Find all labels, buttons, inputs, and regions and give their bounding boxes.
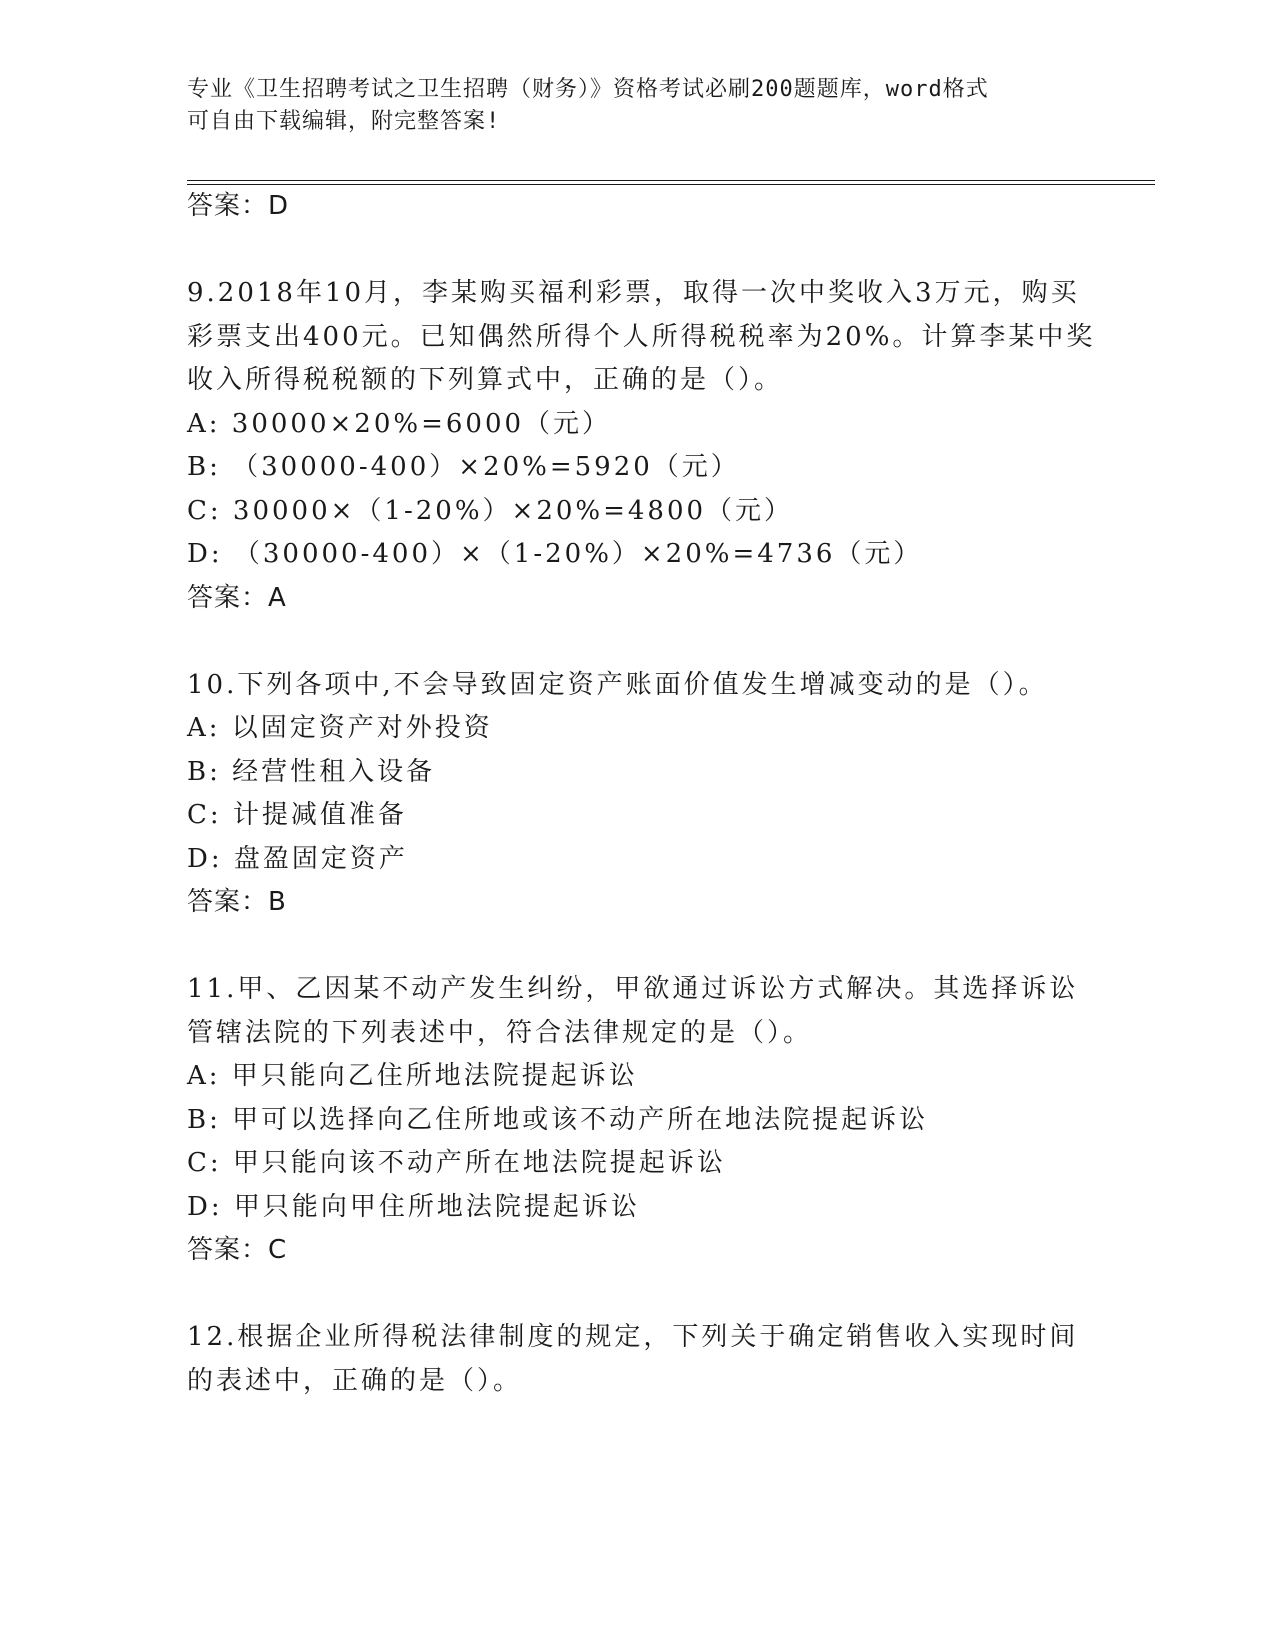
option-d: D: （30000-400）×（1-20%）×20%=4736（元） [187,539,923,569]
question-stem-line: 的表述中，正确的是（）。 [187,1366,523,1396]
option-b: B: 经营性租入设备 [187,757,436,787]
question-stem-line: 10.下列各项中,不会导致固定资产账面价值发生增减变动的是（）。 [187,670,1048,700]
option-a: A: 30000×20%=6000（元） [187,409,612,439]
header-line-2: 可自由下载编辑，附完整答案! [187,109,501,134]
answer-label: 答案：B [187,887,287,917]
question-stem-line: 管辖法院的下列表述中，符合法律规定的是（）。 [187,1018,813,1048]
question-stem-line: 11.甲、乙因某不动产发生纠纷，甲欲通过诉讼方式解决。其选择诉讼 [187,974,1079,1004]
option-d: D: 盘盈固定资产 [187,844,408,874]
option-c: C: 计提减值准备 [187,800,407,830]
answer-label: 答案：D [187,191,290,221]
option-d: D: 甲只能向甲住所地法院提起诉讼 [187,1192,640,1222]
answer-label: 答案：A [187,583,287,613]
question-stem-line: 12.根据企业所得税法律制度的规定，下列关于确定销售收入实现时间 [187,1322,1079,1352]
question-stem-line: 彩票支出400元。已知偶然所得个人所得税税率为20%。计算李某中奖 [187,322,1096,352]
question-stem-line: 收入所得税税额的下列算式中，正确的是（）。 [187,365,784,395]
option-b: B: （30000-400）×20%=5920（元） [187,452,740,482]
header-line-1: 专业《卫生招聘考试之卫生招聘（财务）》资格考试必刷200题题库，word格式 [187,77,989,102]
option-c: C: 30000×（1-20%）×20%=4800（元） [187,496,794,526]
page-header [187,74,1067,138]
option-a: A: 以固定资产对外投资 [187,713,493,743]
question-stem-line: 9.2018年10月，李某购买福利彩票，取得一次中奖收入3万元，购买 [187,278,1080,308]
option-a: A: 甲只能向乙住所地法院提起诉讼 [187,1061,638,1091]
option-c: C: 甲只能向该不动产所在地法院提起诉讼 [187,1148,726,1178]
header-divider-bottom [187,184,1155,185]
answer-label: 答案：C [187,1235,288,1265]
header-divider-top [187,180,1155,181]
option-b: B: 甲可以选择向乙住所地或该不动产所在地法院提起诉讼 [187,1105,929,1135]
